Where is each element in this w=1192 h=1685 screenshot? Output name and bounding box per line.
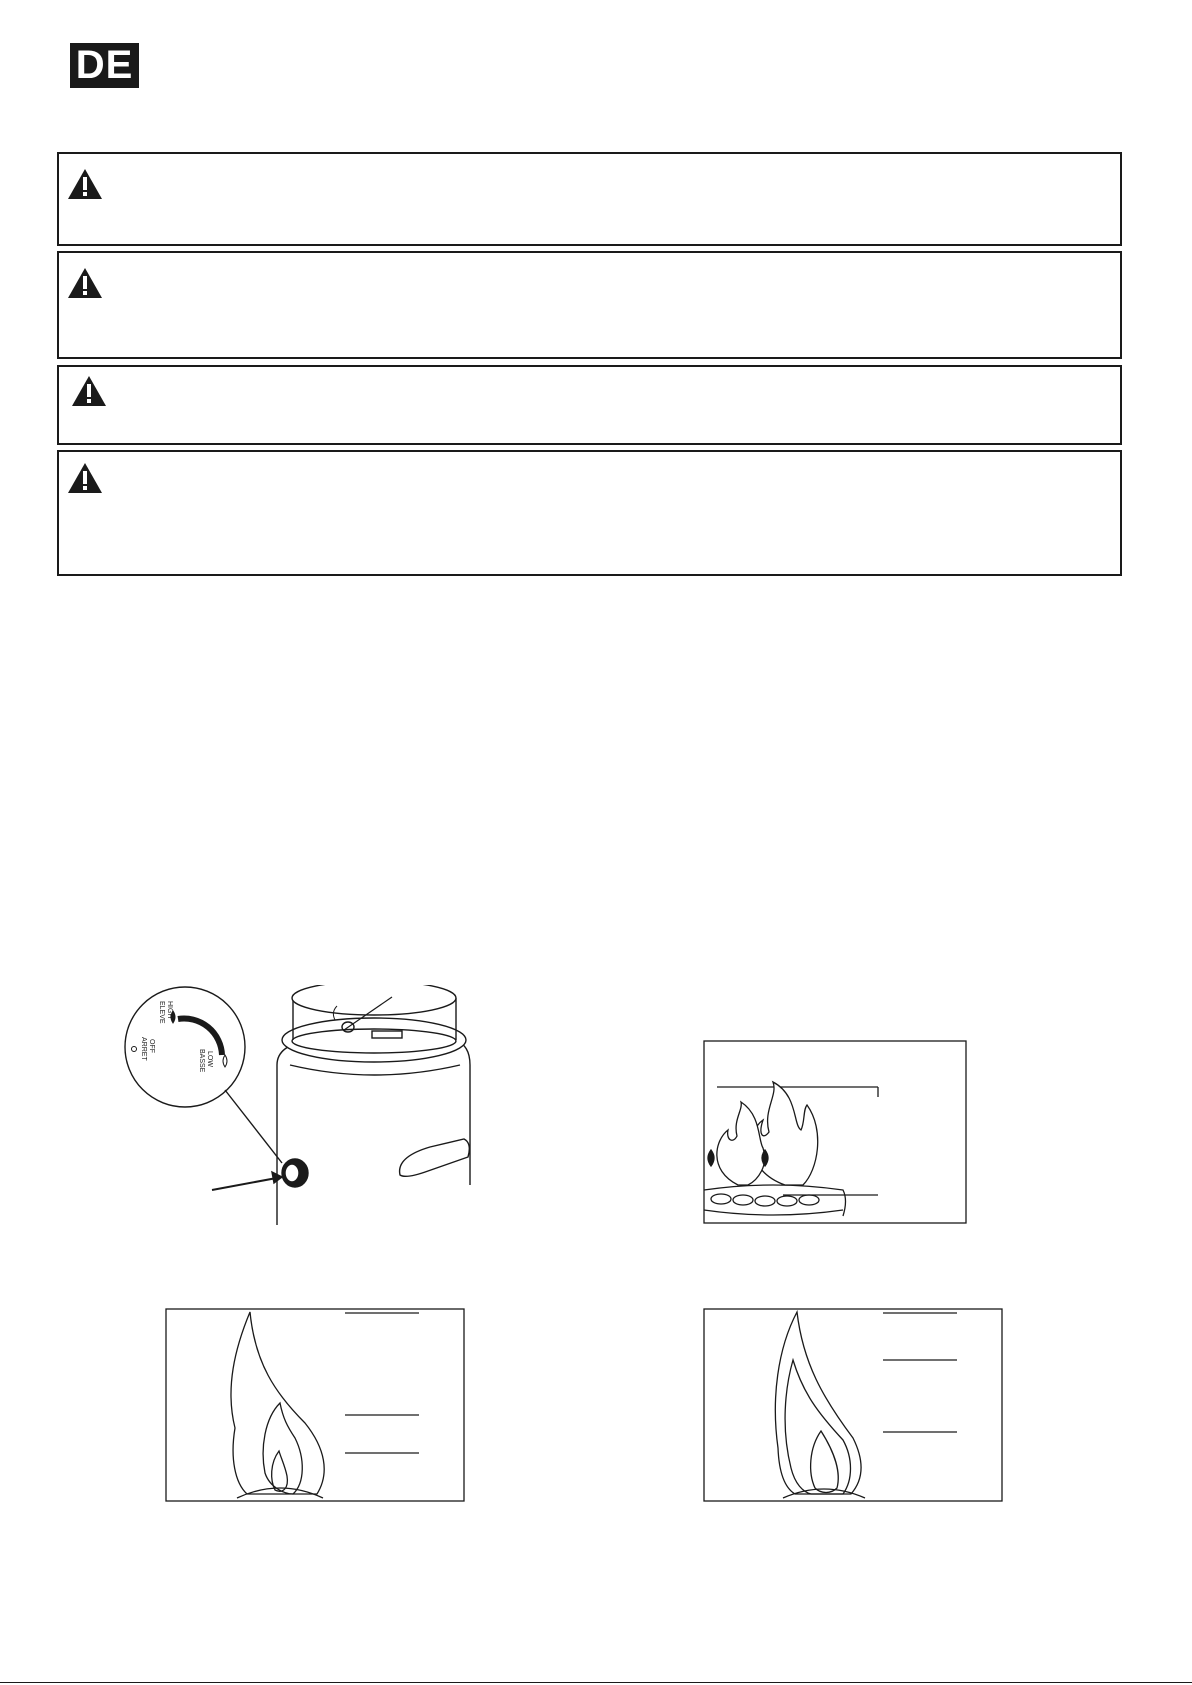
- warning-triangle-icon: [67, 267, 103, 299]
- pointer-arrow: [212, 1177, 282, 1190]
- flame-diagram-a: [165, 1308, 465, 1502]
- warning-triangle-icon: [67, 168, 103, 200]
- dial-label-low: LOW: [206, 1051, 213, 1067]
- warning-box-1: [57, 152, 1122, 246]
- control-knob-illustration: [110, 985, 490, 1225]
- bottom-rule: [0, 1682, 1192, 1683]
- warning-box-4: [57, 450, 1122, 576]
- dial-label-off-fr: ARRET: [140, 1037, 147, 1061]
- fire-pit-rim-outer: [282, 1018, 466, 1062]
- warning-triangle-icon: [67, 462, 103, 494]
- flame-diagram-b: [703, 1308, 1003, 1502]
- warning-triangle-icon: [71, 375, 107, 407]
- air-vent-slot: [400, 1139, 470, 1176]
- dial-label-low-fr: BASSE: [198, 1049, 205, 1073]
- warning-box-2: [57, 251, 1122, 359]
- dial-label-off: OFF: [148, 1039, 155, 1053]
- flame-pit-illustration: [703, 1040, 967, 1224]
- dial-label-high: HIGH: [166, 1001, 173, 1019]
- language-badge: DE: [70, 43, 139, 88]
- dial-label-high-fr: ELEVE: [158, 1001, 165, 1024]
- warning-box-3: [57, 365, 1122, 445]
